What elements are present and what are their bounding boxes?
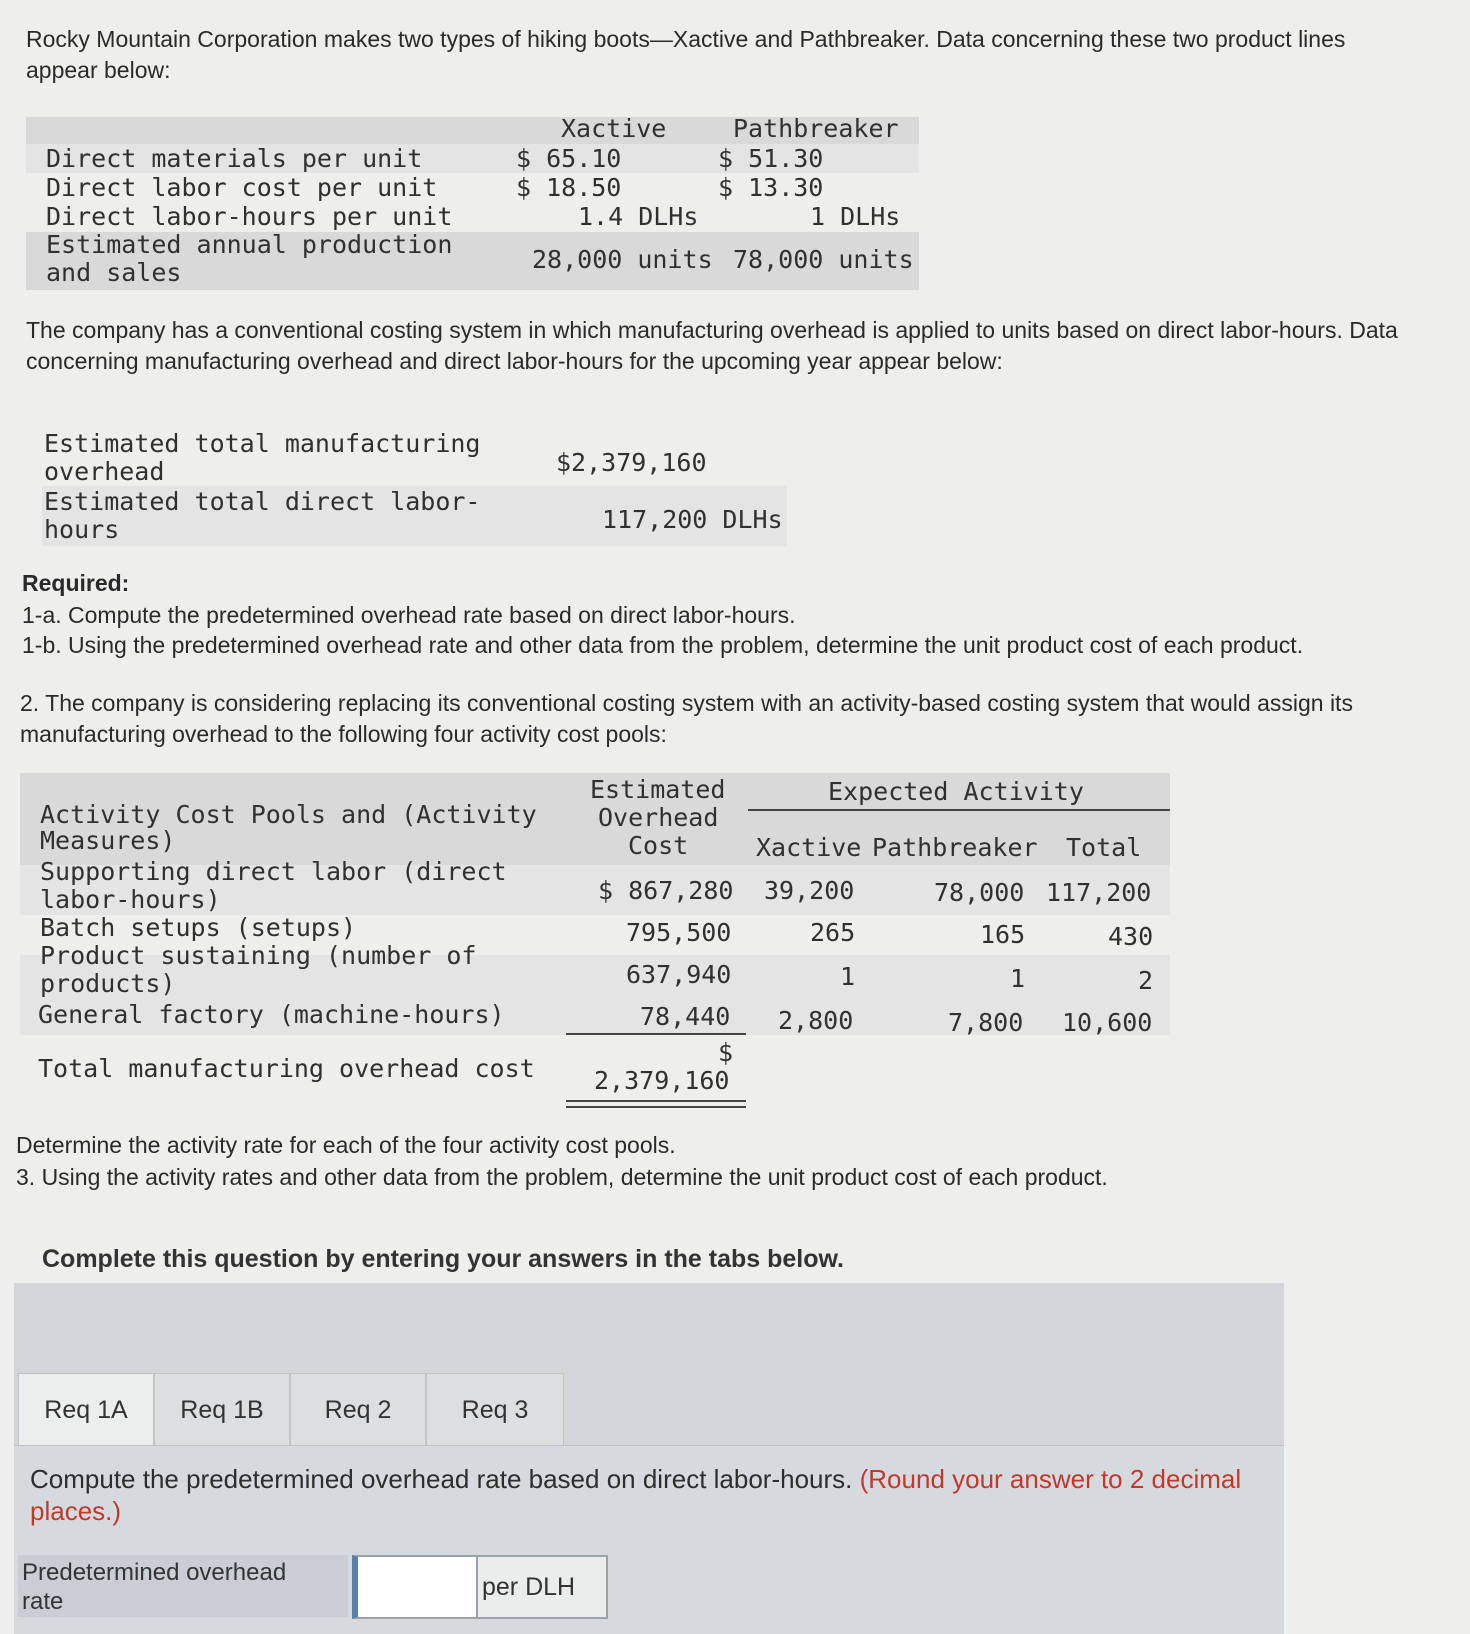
tab-req-3[interactable]: Req 3 — [426, 1373, 564, 1447]
xactive-cell: 2,800 — [778, 1006, 854, 1035]
header-xactive: Xactive — [756, 833, 862, 862]
total-dollar: $ — [718, 1038, 734, 1067]
row-label: Direct labor-hours per unit — [46, 202, 453, 231]
header-cost: Overhead — [598, 803, 719, 832]
header-pools: Activity Cost Pools and (Activity — [40, 800, 537, 829]
cell-xactive: 28,000 units — [532, 245, 713, 274]
cost-cell: 637,940 — [626, 960, 732, 989]
field-unit: per DLH — [476, 1555, 608, 1619]
xactive-cell: 1 — [840, 962, 856, 991]
row-label: Batch setups (setups) — [40, 913, 357, 942]
required-3: 3. Using the activity rates and other data from the problem, determine the unit product cost of each product. — [16, 1164, 1108, 1190]
row-label: overhead — [44, 457, 165, 486]
row-label: Direct materials per unit — [46, 144, 423, 173]
pathbreaker-cell: 7,800 — [948, 1008, 1024, 1037]
header-pools: Measures) — [40, 826, 176, 855]
tab-req-1b[interactable]: Req 1B — [154, 1373, 290, 1447]
panel-instruction: Complete this question by entering your answers in the tabs below. — [42, 1245, 844, 1273]
row-label: Estimated total direct labor- — [44, 487, 481, 516]
cell-pathbreaker: 78,000 units — [733, 245, 914, 274]
cell-pathbreaker: 1 DLHs — [810, 202, 901, 231]
total-cell: 2 — [1138, 966, 1154, 995]
pathbreaker-cell: 1 — [1010, 964, 1026, 993]
cell-pathbreaker: $ 13.30 — [718, 173, 824, 202]
field-label-line: rate — [22, 1588, 64, 1615]
intro-text: Rocky Mountain Corporation makes two types of hiking boots—Xactive and Pathbreaker. Data concerning these two product lines appear below: — [26, 26, 1346, 83]
question-note: (Round your answer to 2 decimal places.) — [30, 1464, 1242, 1526]
overhead-rate-input[interactable] — [352, 1555, 482, 1619]
row-label: hours — [44, 515, 120, 544]
header-pathbreaker: Pathbreaker — [872, 833, 1038, 862]
required-1a: 1-a. Compute the predetermined overhead rate based on direct labor-hours. — [22, 602, 796, 628]
required-heading: Required: — [22, 570, 130, 596]
header-cost: Estimated — [590, 775, 726, 804]
row-label: Estimated total manufacturing — [44, 429, 481, 458]
conventional-text: The company has a conventional costing system in which manufacturing overhead is applied to units based on direct labor-hours. Data concerning manufacturing overhead and direct labor-hours for the upcoming year appear below: — [26, 317, 1398, 374]
total-cell: 117,200 — [1046, 878, 1152, 907]
dlh-value: 117,200 DLHs — [602, 505, 783, 534]
total-cell: 430 — [1108, 922, 1154, 951]
cell-xactive: 1.4 DLHs — [578, 202, 699, 231]
pathbreaker-cell: 165 — [980, 920, 1026, 949]
required-2: 2. The company is considering replacing its conventional costing system with an activity-based costing system that would assign its manufacturing overhead to the following four activity cost pools: — [20, 690, 1353, 747]
tab-req-1a[interactable]: Req 1A — [18, 1373, 154, 1447]
cost-cell: 78,440 — [640, 1002, 731, 1031]
header-cost: Cost — [628, 831, 689, 860]
row-label: labor-hours) — [40, 885, 221, 914]
total-label: Total manufacturing overhead cost — [38, 1054, 535, 1083]
row-label: Product sustaining (number of — [40, 941, 477, 970]
pathbreaker-cell: 78,000 — [934, 878, 1025, 907]
cell-xactive: $ 65.10 — [516, 144, 622, 173]
required-1b: 1-b. Using the predetermined overhead rate and other data from the problem, determine the unit product cost of each product. — [22, 632, 1304, 658]
cost-cell: $ 867,280 — [598, 876, 734, 905]
xactive-cell: 39,200 — [764, 876, 855, 905]
tab-req-2[interactable]: Req 2 — [290, 1373, 426, 1447]
field-label-line: Predetermined overhead — [22, 1559, 287, 1586]
question-main: Compute the predetermined overhead rate based on direct labor-hours. — [30, 1464, 853, 1494]
row-label: Supporting direct labor (direct — [40, 857, 507, 886]
row-label: and sales — [46, 258, 182, 287]
cell-xactive: $ 18.50 — [516, 173, 622, 202]
question-text — [30, 1463, 1250, 1527]
row-label: General factory (machine-hours) — [38, 1000, 505, 1029]
header-expected-activity: Expected Activity — [828, 777, 1084, 806]
field-label — [18, 1555, 348, 1617]
row-label: Estimated annual production — [46, 230, 453, 259]
col-xactive: Xactive — [561, 114, 667, 143]
header-total: Total — [1066, 833, 1142, 862]
xactive-cell: 265 — [810, 918, 856, 947]
cost-cell: 795,500 — [626, 918, 732, 947]
col-pathbreaker: Pathbreaker — [733, 114, 899, 143]
cell-pathbreaker: $ 51.30 — [718, 144, 824, 173]
total-cell: 10,600 — [1062, 1008, 1153, 1037]
overhead-value: $2,379,160 — [556, 448, 707, 477]
activity-rate-text: Determine the activity rate for each of the four activity cost pools. — [16, 1132, 676, 1158]
row-label: Direct labor cost per unit — [46, 173, 438, 202]
row-label: products) — [40, 969, 176, 998]
total-value: 2,379,160 — [594, 1066, 730, 1095]
